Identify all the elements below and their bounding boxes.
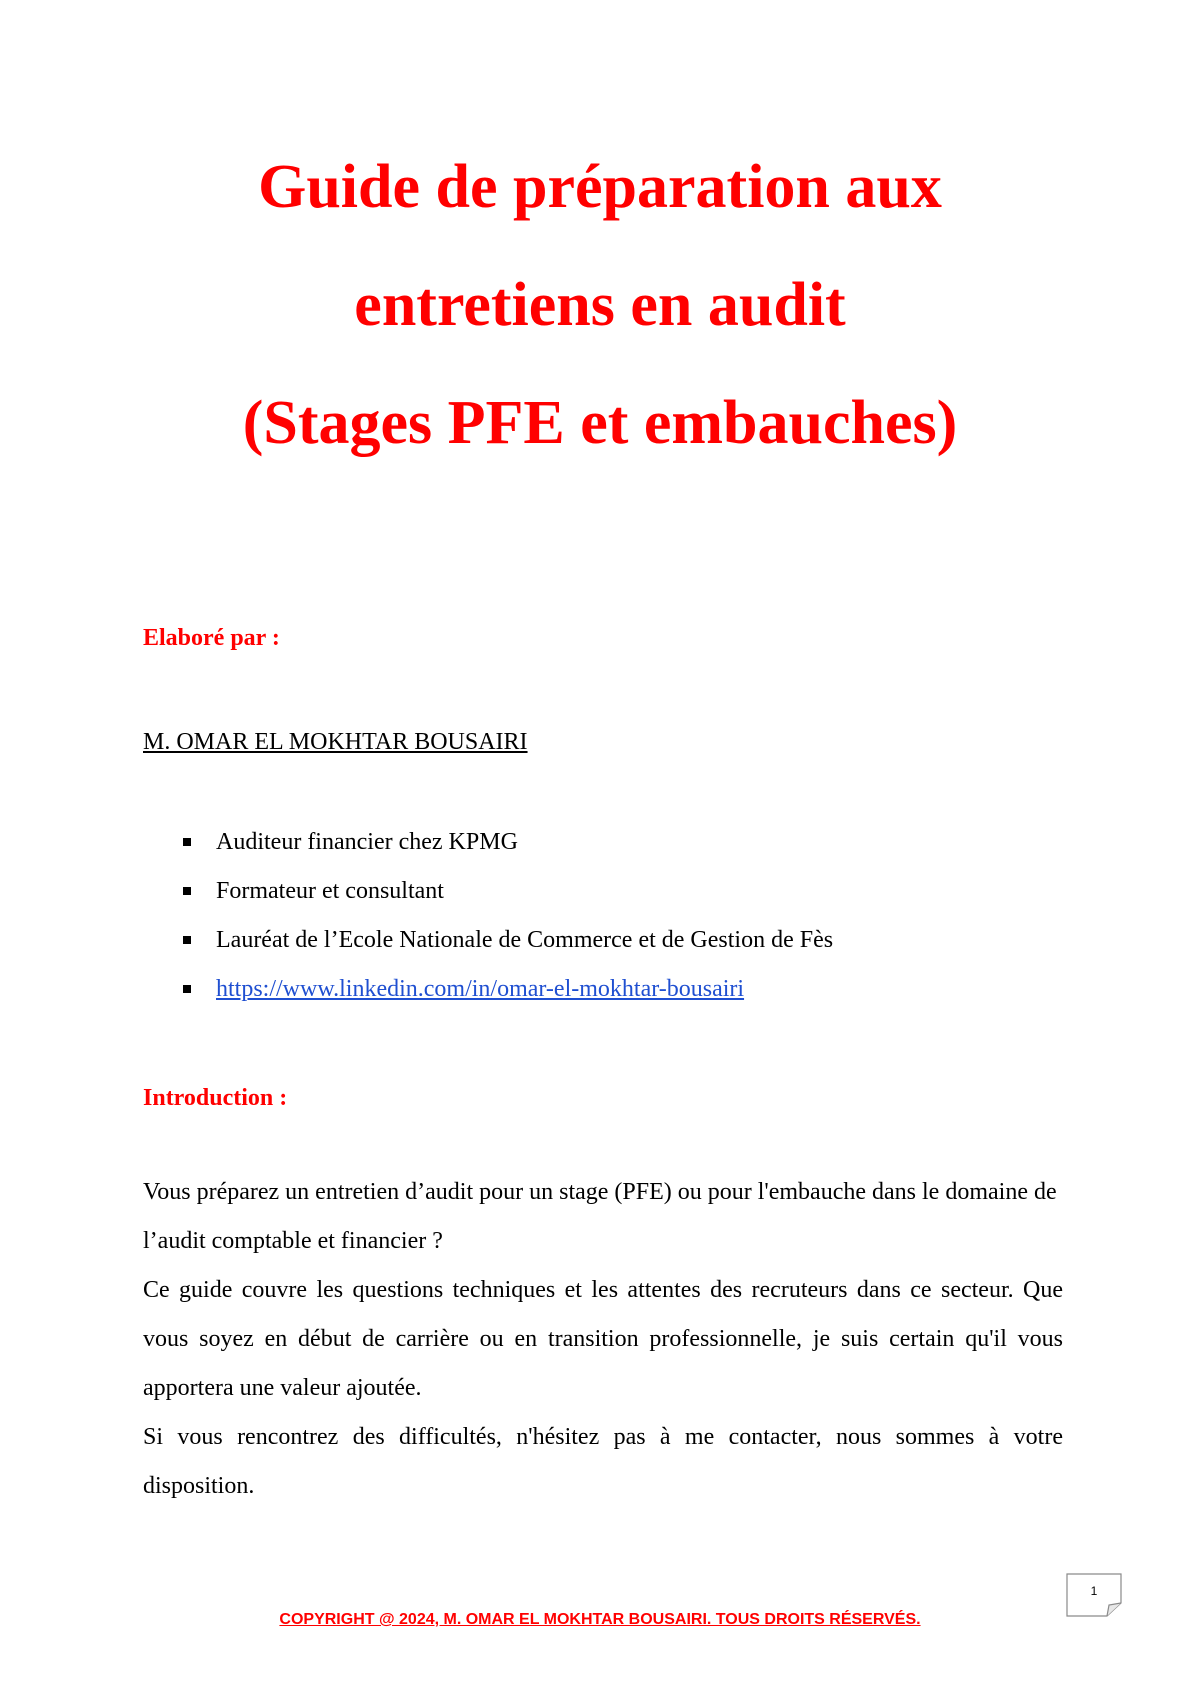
author-name: M. OMAR EL MOKHTAR BOUSAIRI — [143, 729, 528, 755]
square-bullet-icon — [183, 838, 191, 846]
list-item — [0, 879, 1200, 928]
list-item — [0, 830, 1200, 879]
copyright-footer: COPYRIGHT @ 2024, M. OMAR EL MOKHTAR BOUSAIRI. TOUS DROITS RÉSERVÉS. — [279, 1611, 921, 1628]
author-details-list — [0, 830, 1200, 1026]
intro-paragraph-2: Ce guide couvre les questions techniques et les attentes des recruteurs dans ce secteur. Que vous soyez en début de carrière ou en transition professionnelle, je suis certain qu'il vous apportera une valeur ajoutée. — [143, 1277, 1063, 1401]
list-item — [0, 977, 1200, 1026]
square-bullet-icon — [183, 936, 191, 944]
document-title-line-2: entretiens en audit — [354, 271, 846, 339]
intro-paragraph-3: Si vous rencontrez des difficultés, n'hésitez pas à me contacter, nous sommes à votre disposition. — [143, 1424, 1063, 1499]
list-item-text: Lauréat de l’Ecole Nationale de Commerce et de Gestion de Fès — [216, 927, 834, 953]
list-item-text: Formateur et consultant — [216, 878, 444, 904]
list-item-text: Auditeur financier chez KPMG — [216, 829, 518, 855]
page-number: 1 — [1090, 1584, 1098, 1598]
page-number-box — [1066, 1573, 1122, 1617]
introduction-heading: Introduction : — [143, 1085, 288, 1111]
square-bullet-icon — [183, 985, 191, 993]
intro-paragraph-1: Vous préparez un entretien d’audit pour un stage (PFE) ou pour l'embauche dans le domaine de l’audit comptable et financier ? — [143, 1179, 1057, 1254]
list-item — [0, 928, 1200, 977]
document-title-line-3: (Stages PFE et embauches) — [242, 389, 958, 457]
square-bullet-icon — [183, 887, 191, 895]
elabore-par-label: Elaboré par : — [143, 625, 280, 651]
document-title-line-1: Guide de préparation aux — [258, 153, 942, 221]
linkedin-link[interactable]: https://www.linkedin.com/in/omar-el-mokhtar-bousairi — [216, 976, 745, 1002]
